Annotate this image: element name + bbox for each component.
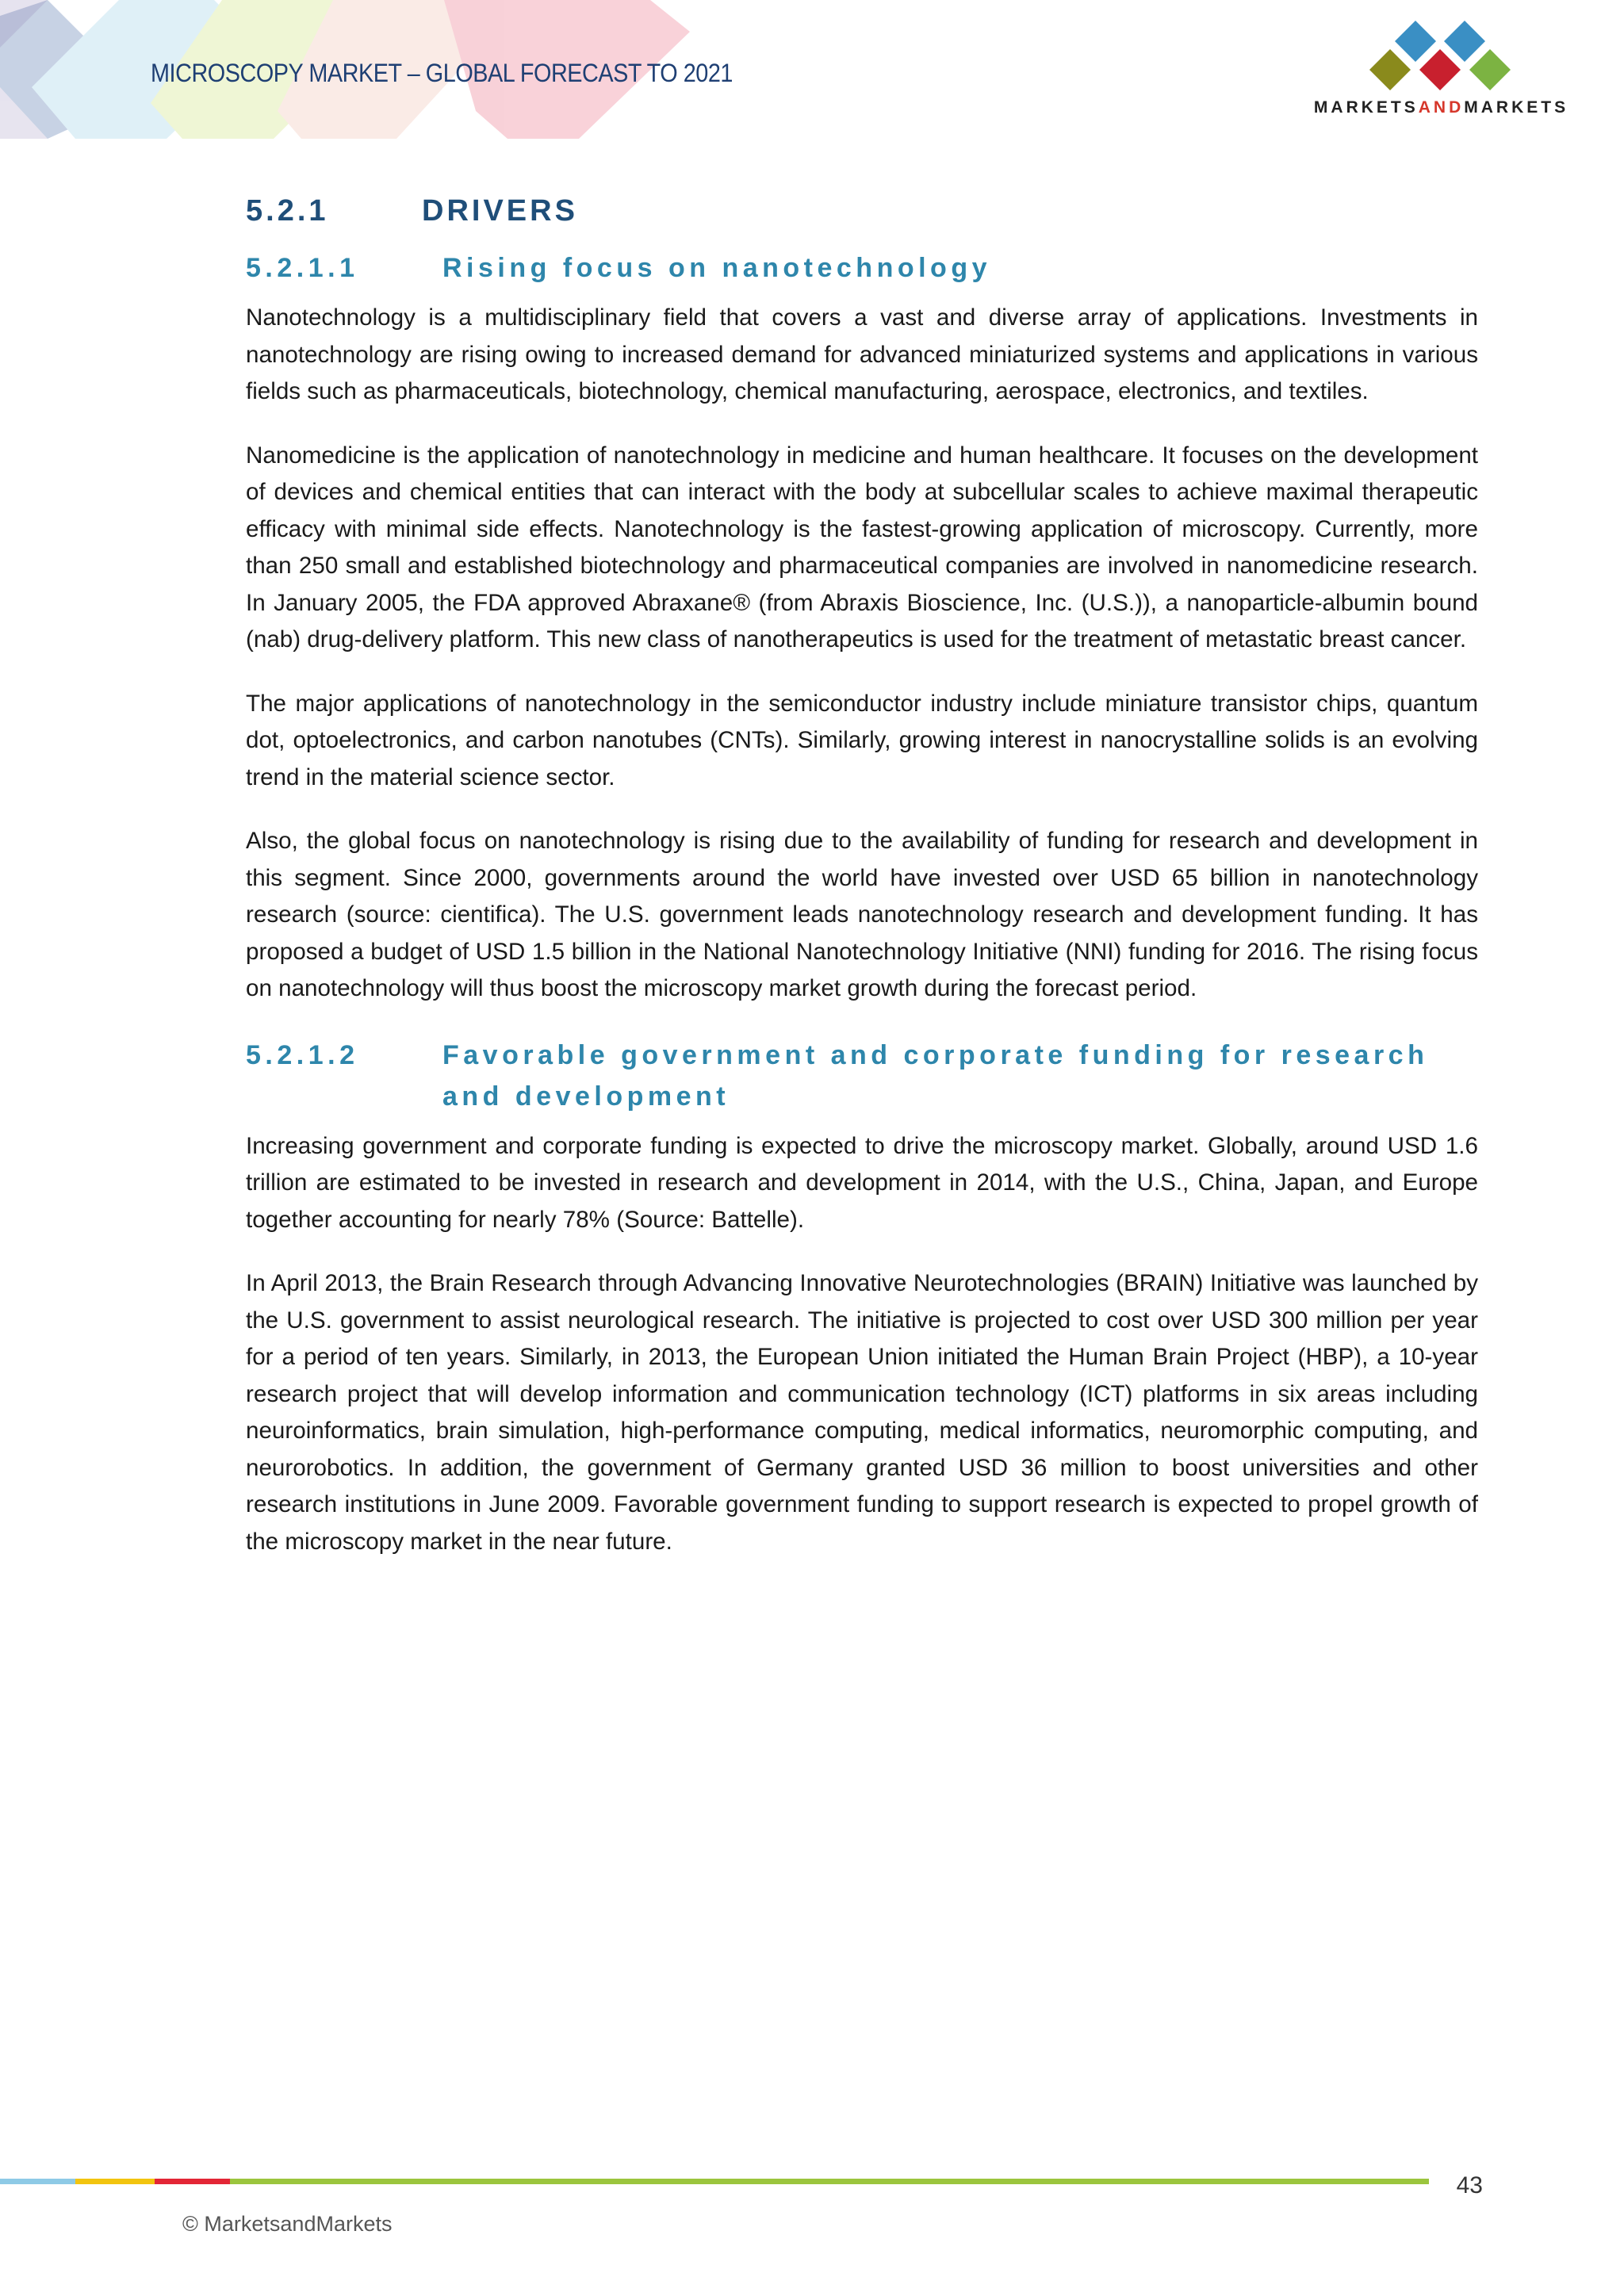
section-heading xyxy=(246,194,1478,228)
page-number: 43 xyxy=(1456,2172,1483,2198)
brand-part2: AND xyxy=(1418,98,1465,117)
section-number: 5.2.1 xyxy=(246,194,329,228)
brand-wordmark xyxy=(1297,98,1586,117)
subsection-title: Favorable government and corporate funding for research and development xyxy=(442,1039,1429,1112)
brand-part3: MARKETS xyxy=(1464,98,1569,117)
copyright-notice: © MarketsandMarkets xyxy=(182,2212,393,2236)
brand-logo-mark xyxy=(1368,14,1519,94)
footer-line-yellow xyxy=(75,2179,155,2184)
paragraph: Nanomedicine is the application of nanotechnology in medicine and human healthcare. It focuses on the development of devices and chemical entities that can interact with the body at subcellular scales to achieve maximal therapeutic efficacy with minimal side effects. Nanotechnology is the fastest-growing application of microscopy. Currently, more than 250 small and established biotechnology and pharmaceutical companies are involved in nanomedicine research. In January 2005, the FDA approved Abraxane® (from Abraxis Bioscience, Inc. (U.S.)), a nanoparticle-albumin bound (nab) drug-delivery platform. This new class of nanotherapeutics is used for the treatment of metastatic breast cancer. xyxy=(246,442,1478,652)
subsection-heading-1 xyxy=(246,247,1478,289)
report-title: MICROSCOPY MARKET – GLOBAL FORECAST TO 2021 xyxy=(151,59,733,87)
footer-line-red xyxy=(155,2179,230,2184)
paragraph: The major applications of nanotechnology in the semiconductor industry include miniature transistor chips, quantum dot, optoelectronics, and carbon nanotubes (CNTs). Similarly, growing interest in nanocrystalline solids is an evolving trend in the material science sector. xyxy=(246,690,1478,790)
paragraph: Nanotechnology is a multidisciplinary field that covers a vast and diverse array of applications. Investments in nanotechnology are rising owing to increased demand for advanced miniaturized systems and applications in various fields such as pharmaceuticals, biotechnology, chemical manufacturing, aerospace, electronics, and textiles. xyxy=(246,304,1478,404)
page-content xyxy=(246,194,1478,1587)
subsection-title: Rising focus on nanotechnology xyxy=(442,253,991,283)
brand-logo xyxy=(1293,14,1586,117)
footer-line-blue xyxy=(0,2179,75,2184)
subsection-heading-2 xyxy=(246,1035,1478,1117)
footer-line-green xyxy=(230,2179,1429,2184)
brand-part1: MARKETS xyxy=(1313,98,1419,117)
paragraph: Also, the global focus on nanotechnology is rising due to the availability of funding for research and development in this segment. Since 2000, governments around the world have invested over USD 65 billion in nanotechnology research (source: cientifica). The U.S. government leads nanotechnology research and development funding. It has proposed a budget of USD 1.5 billion in the National Nanotechnology Initiative (NNI) funding for 2016. The rising focus on nanotechnology will thus boost the microscopy market growth during the forecast period. xyxy=(246,828,1478,1001)
section-title: DRIVERS xyxy=(422,194,578,228)
subsection-number: 5.2.1.1 xyxy=(246,253,359,283)
subsection-number: 5.2.1.2 xyxy=(246,1039,359,1070)
paragraph: In April 2013, the Brain Research through Advancing Innovative Neurotechnologies (BRAIN) Initiative was launched by the U.S. government to assist neurological research. The initiative is projected to cost over USD 300 million per year for a period of ten years. Similarly, in 2013, the European Union initiated the Human Brain Project (HBP), a 10-year research project that will develop information and communication technology (ICT) platforms in six areas including neuroinformatics, brain simulation, high-performance computing, medical informatics, neuromorphic computing, and neurorobotics. In addition, the government of Germany granted USD 36 million to boost universities and other research institutions in June 2009. Favorable government funding to support research is expected to propel growth of the microscopy market in the near future. xyxy=(246,1270,1478,1555)
paragraph: Increasing government and corporate funding is expected to drive the microscopy market. Globally, around USD 1.6 trillion are estimated to be invested in research and development in 2014, with the U.S., China, Japan, and Europe together accounting for nearly 78% (Source: Battelle). xyxy=(246,1132,1478,1233)
